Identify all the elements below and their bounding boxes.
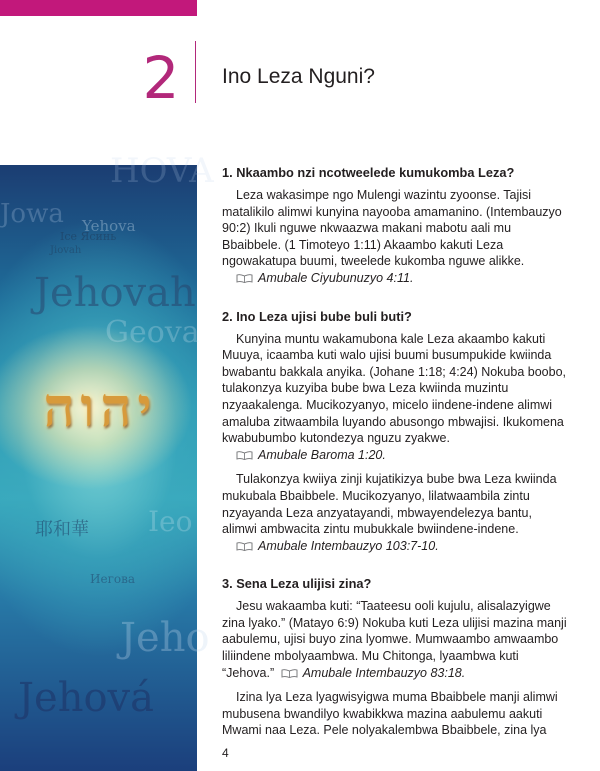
watermark-small-2: Jiovah [50, 245, 82, 256]
top-accent-bar [0, 0, 197, 16]
scripture-reference[interactable] [278, 666, 466, 680]
reference-text: Amubale Intembauzyo 83:18. [302, 665, 466, 680]
watermark-yehova: Yehova [82, 217, 136, 235]
reference-text: Amubale Baroma 1:20. [258, 447, 386, 462]
watermark-hova: HOVA [110, 151, 214, 191]
scripture-reference[interactable] [222, 538, 567, 555]
reference-text: Amubale Ciyubunuzyo 4:11. [258, 270, 414, 285]
scripture-reference[interactable] [222, 447, 567, 464]
watermark-chinese: 耶和華 [35, 519, 89, 540]
question-heading: 1. Nkaambo nzi ncotweelede kumukomba Leza? [222, 165, 515, 180]
question-heading: 3. Sena Leza ulijisi zina? [222, 576, 372, 592]
question-heading: 2. Ino Leza ujisi bube buli buti? [222, 308, 412, 324]
paragraph-text: Kunyina muntu wakamubona kale Leza akaambo kakuti Muuya, icaamba kuti walo ujisi buumi busumpukide kwiinda bwabantu bakkala anyika. (Johane 1:18; 4:24) Nokuba boobo, tulakonzya kuzyiba bube bwa Leza kwiinda muzintu nzyaakalenga. Mucikozyanyo, micelo iindene-indene alimwi amaluba zitwaambila luyando abusongo mbwajisi. Ikukomena kwabubumbo kutondezya nguzu zyakwe. [222, 331, 566, 446]
paragraph [222, 598, 567, 681]
paragraph-text: Leza wakasimpe ngo Mulengi wazintu zyoonse. Tajisi matalikilo alimwi kunyina nayooba amamanino. (Intembauzyo 90:2) Ikuli nguwe nkwaazwa makani mabotu aali mu Bbaibbele. (1 Timoteyo 1:11) Akaambo kakuti Leza ngowakatupa buumi, tweelede kukomba nguwe alikke. [222, 188, 562, 269]
question-section-2 [222, 309, 567, 555]
reference-text: Amubale Intembauzyo 103:7-10. [258, 538, 439, 553]
paragraph [222, 187, 567, 287]
paragraph [222, 331, 567, 464]
open-book-icon [236, 542, 253, 551]
question-section-3 [222, 576, 567, 739]
chapter-number: 2 [142, 44, 180, 112]
page-number: 4 [222, 746, 229, 760]
question-section-1 [222, 165, 567, 287]
paragraph-text: Jesu wakaamba kuti: “Taateesu ooli kujulu, alisalazyigwe zina lyako.” (Matayo 6:9) Nokuba kuti Leza ulijisi mazina manji aabulemu, ujisi buyo zina lyomwe. Mumwaambo amwaambo liliindene mbolyaambwa. Mu Chitonga, lyaambwa kuti “Jehova.” [222, 599, 567, 680]
tetragrammaton-hebrew: יהוה [43, 375, 158, 439]
title-divider [195, 41, 196, 103]
watermark-igov: Иегова [90, 572, 135, 586]
paragraph [222, 471, 567, 554]
side-illustration [0, 151, 214, 771]
scripture-reference[interactable] [222, 270, 567, 287]
chapter-content [222, 165, 567, 761]
watermark-small-1: Ісе Ясинь [60, 230, 117, 243]
open-book-icon [236, 451, 253, 460]
paragraph [222, 689, 567, 739]
watermark-jehovah: Jehovah [34, 270, 196, 316]
watermark-ieo: Ieo [148, 505, 193, 538]
watermark-jeho: Jeho [120, 615, 210, 661]
open-book-icon [236, 274, 253, 283]
watermark-jowa: Jowa [0, 199, 64, 229]
chapter-title: Ino Leza Nguni? [222, 65, 375, 88]
paragraph-text: Tulakonzya kwiiya zinji kujatikizya bube bwa Leza kwiinda mukubala Bbaibbele. Mucikozyanyo, lilatwaambila zintu nzyayanda Leza anzyatayandi, mbwayendelezya bantu, alimwi ambwacita zintu mubukkale bwiindene-indene. [222, 472, 557, 537]
paragraph-text: Izina lya Leza lyagwisyigwa muma Bbaibbele manji alimwi mubusena bwandilyo kwabikkwa mazina aabulemu aakuti Mwami naa Leza. Pele nolyakalembwa Bbaibbele, zina lya [222, 690, 558, 738]
watermark-jehova: Jehová [18, 675, 154, 721]
open-book-icon [281, 669, 298, 678]
watermark-geova: Geova [105, 315, 200, 350]
